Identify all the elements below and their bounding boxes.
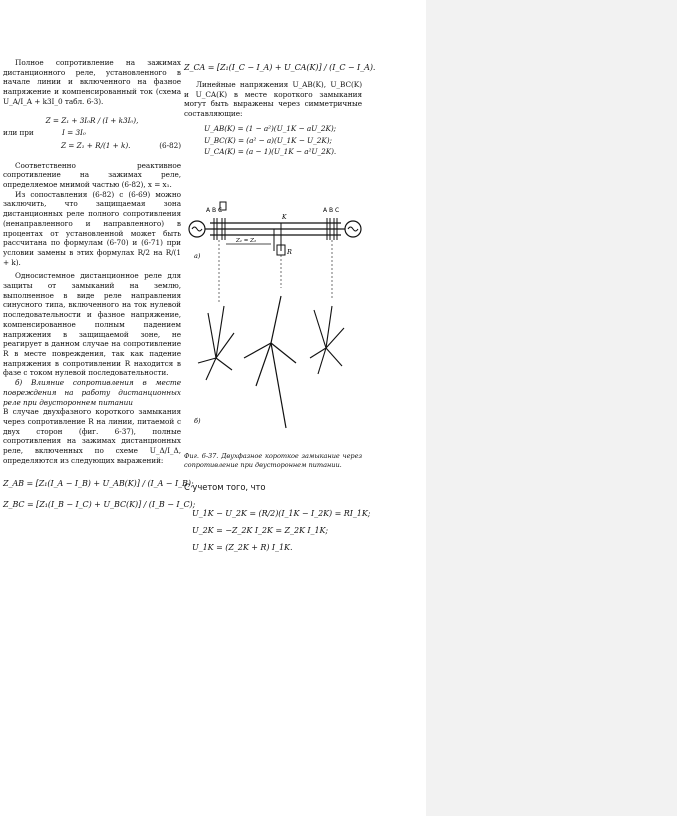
fault-resistance-label: R bbox=[287, 248, 292, 256]
paragraph-reactance: Соответственно реактивное сопротивление на зажимах реле, определяемое мнимой частью (6-82), x = x₁. bbox=[3, 160, 181, 190]
page-scan bbox=[0, 0, 426, 590]
bus-label-right: A B C bbox=[323, 207, 340, 214]
paragraph-single-system: Односистемное дистанционное реле для защиты от замыканий на землю, выполненное в виде реле направления синусного типа, включенного на ток нулевой последовательности и фазное напряжение, компенсированное полным падением напряжения в защищаемой зоне, не реагирует в данном случае на сопротивление R в месте повреждения, так как падение напряжения в сопротивлении R находится в фазе с током нулевой последовательности. bbox=[3, 271, 181, 378]
sym-uab: U_AB(K) = (1 − a²)(U_1K − aU_2K); bbox=[204, 123, 337, 133]
diagram-b-label: б) bbox=[194, 417, 201, 425]
diagram-a-label: а) bbox=[194, 252, 201, 260]
section-heading-b: б) Влияние сопротивления в месте повреждения на работу дистанционных реле при двустороннем питании bbox=[3, 378, 181, 407]
condition-line bbox=[3, 128, 181, 138]
equation-ua: U_1K − U_2K = (R/2)(I_1K − I_2K) = RI_1K; bbox=[192, 508, 371, 518]
side-panel bbox=[426, 0, 677, 816]
sym-uca: U_CA(K) = (a − 1)(U_1K − a²U_2K). bbox=[204, 147, 337, 157]
equation-ub: U_2K = −Z_2K I_2K = Z_2K I_1K; bbox=[192, 525, 329, 535]
figure-6-37 bbox=[186, 198, 366, 448]
equation-uc: U_1K = (Z_2K + R) I_1K. bbox=[192, 542, 293, 552]
left-column bbox=[3, 58, 196, 514]
formula-zca: Z_CA = [Z₁(I_C − I_A) + U_CA(K)] / (I_C − I_A). bbox=[184, 63, 376, 72]
figure-caption: Фиг. 6-37. Двухфазное короткое замыкание через сопротивление при двустороннем питании. bbox=[184, 452, 362, 469]
formula-z-simplified: Z = Z₁ + R/(1 + k). bbox=[61, 140, 131, 150]
fault-point-label: K bbox=[282, 214, 287, 221]
paragraph-comparison: Из сопоставления (6-82) с (6-69) можно заключить, что защищаемая зона дистанционных реле полного сопротивления (ненаправленного и направленного) в процентах от установленной может быть рассчитана по формулам (6-70) и (6-71) при условии замены в этих формулах R/2 на R/(1 + k). bbox=[3, 189, 181, 267]
formula-zbc: Z_BC = [Z₁(I_B − I_C) + U_BC(K)] / (I_B − I_C); bbox=[3, 500, 196, 510]
paragraph-two-sided: В случае двухфазного короткого замыкания через сопротивление R на линии, питаемой с двух сторон (фиг. 6-37), полные сопротивления на зажимах дистанционных реле, включенных по схеме U_Δ/I_Δ, определяются из следующих выражений: bbox=[3, 407, 181, 465]
sym-ubc: U_BC(K) = (a² − a)(U_1K − U_2K); bbox=[204, 135, 332, 145]
paragraph-impedance-intro: Полное сопротивление на зажимах дистанционного реле, установленного в начале линии и включенного на фазное напряжение и компенсированный ток (схема U_A/I_A + k3I_0 табл. 6-3). bbox=[3, 58, 181, 106]
formula-zab: Z_AB = [Z₁(I_A − I_B) + U_AB(K)] / (I_A − I_B); bbox=[3, 479, 194, 489]
condition-prefix: или при bbox=[3, 128, 34, 138]
right-column-bottom bbox=[184, 452, 371, 558]
condition-value: I = 3I₀ bbox=[62, 128, 86, 138]
right-column bbox=[184, 58, 376, 159]
bus-label-left: A B C bbox=[206, 207, 223, 214]
with-account-text: С учетом того, что bbox=[184, 482, 266, 492]
formula-z: Z = Z₁ + 3I₀R / (I + k3I₀), bbox=[45, 115, 139, 125]
formula-z-simplified-line bbox=[3, 141, 181, 151]
equation-number: (6-82) bbox=[159, 140, 181, 150]
paragraph-line-voltages: Линейные напряжения U_AB(K), U_BC(K) и U_CA(K) в месте короткого замыкания могут быть выражены через симметричные составляющие: bbox=[184, 80, 362, 119]
impedance-label: Z₁ = Z₂ bbox=[236, 238, 257, 244]
